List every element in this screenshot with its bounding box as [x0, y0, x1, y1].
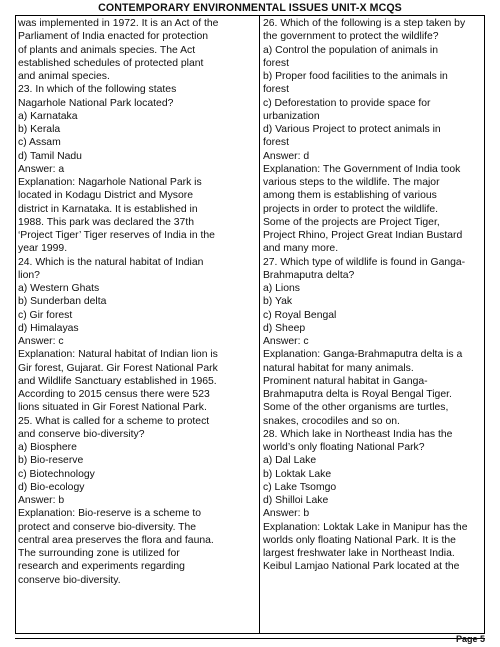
text-line: central area preserves the flora and fauna. — [18, 534, 214, 546]
text-line: c) Assam — [18, 137, 61, 149]
text-line: ‘Project Tiger’ Tiger reserves of India in the — [18, 230, 215, 241]
text-line: Project Rhino, Project Great Indian Bustard — [263, 230, 463, 241]
text-line: was implemented in 1972. It is an Act of the — [18, 18, 219, 29]
text-line: c) Lake Tsomgo — [263, 481, 337, 493]
text-line: b) Yak — [263, 296, 293, 308]
text-line: b) Kerala — [18, 124, 61, 135]
text-line: Answer: b — [18, 495, 65, 506]
text-line: the government to protect the wildlife? — [263, 31, 439, 43]
text-line: Prominent natural habitat in Ganga- — [263, 375, 428, 387]
text-line: Answer: c — [18, 336, 64, 347]
text-line: located in Kodagu District and Mysore — [18, 190, 193, 202]
text-line: Gir forest, Gujarat. Gir Forest National Park — [18, 362, 218, 374]
text-line: a) Karnataka — [18, 110, 78, 122]
text-line: of plants and animals species. The Act — [18, 44, 196, 56]
text-line: 28. Which lake in Northeast India has the — [263, 428, 453, 440]
left-column — [18, 17, 257, 587]
text-line: b) Loktak Lake — [263, 468, 332, 480]
text-line: and animal species. — [18, 71, 110, 82]
text-line: lion? — [18, 269, 40, 281]
text-line: and conserve bio-diversity? — [18, 428, 145, 440]
text-line: Answer: d — [263, 150, 310, 162]
text-line: a) Dal Lake — [263, 455, 317, 467]
text-line: Explanation: Bio-reserve is a scheme to — [18, 508, 202, 520]
text-line: Explanation: The Government of India took — [263, 163, 461, 175]
text-line: established schedules of protected plant — [18, 57, 204, 69]
text-line: Explanation: Nagarhole National Park is — [18, 177, 202, 188]
text-line: projects in order to protect the wildlife. — [263, 203, 438, 215]
column-divider — [259, 15, 260, 634]
text-line: Brahmaputra delta? — [263, 269, 355, 281]
text-line: 25. What is called for a scheme to protect — [18, 415, 210, 427]
text-line: c) Deforestation to provide space for — [263, 97, 431, 109]
text-line: a) Biosphere — [18, 442, 77, 453]
text-line: Answer: b — [263, 508, 310, 520]
text-line: worlds only floating National Park. It is the — [263, 534, 456, 546]
text-line: Explanation: Natural habitat of Indian lion is — [18, 349, 218, 361]
text-line: snakes, crocodiles and so on. — [263, 415, 400, 427]
text-line: world’s only floating National Park? — [263, 442, 425, 453]
text-line: Keibul Lamjao National Park located at the — [263, 561, 460, 573]
text-line: 24. Which is the natural habitat of Indian — [18, 256, 204, 268]
text-line: research and experiments regarding — [18, 561, 185, 573]
text-line: conserve bio-diversity. — [18, 574, 121, 586]
text-line: 23. In which of the following states — [18, 84, 177, 96]
text-line: Some of the projects are Project Tiger, — [263, 216, 440, 228]
text-line: among them is establishing of various — [263, 190, 437, 202]
page-header-title: CONTEMPORARY ENVIRONMENTAL ISSUES UNIT-X MCQS — [98, 2, 402, 14]
text-line: Answer: c — [263, 336, 309, 347]
text-line: various steps to the wildlife. The major — [263, 177, 440, 188]
text-line: d) Tamil Nadu — [18, 150, 82, 162]
text-line: 26. Which of the following is a step taken by — [263, 18, 466, 29]
text-line: d) Himalayas — [18, 322, 79, 334]
text-line: b) Sunderban delta — [18, 296, 107, 308]
text-line: largest freshwater lake in Northeast India. — [263, 548, 455, 559]
text-line: b) Proper food facilities to the animals in — [263, 71, 448, 82]
text-line: Explanation: Ganga-Brahmaputra delta is a — [263, 349, 463, 361]
text-line: d) Bio-ecology — [18, 481, 85, 493]
text-line: natural habitat for many animals. — [263, 362, 414, 374]
text-line: c) Biotechnology — [18, 468, 95, 480]
text-line: Brahmaputra delta is Royal Bengal Tiger. — [263, 389, 452, 400]
text-line: and Wildlife Sanctuary established in 1965. — [18, 375, 217, 387]
text-line: Some of the other organisms are turtles, — [263, 402, 449, 414]
text-line: The surrounding zone is utilized for — [18, 548, 180, 559]
text-line: a) Western Ghats — [18, 283, 100, 294]
text-line: Nagarhole National Park located? — [18, 97, 174, 109]
text-line: According to 2015 census there were 523 — [18, 389, 210, 400]
text-line: d) Various Project to protect animals in — [263, 124, 441, 135]
text-line: c) Gir forest — [18, 309, 73, 321]
text-line: Answer: a — [18, 163, 65, 175]
text-line: 27. Which type of wildlife is found in Ganga- — [263, 256, 466, 268]
text-line: year 1999. — [18, 243, 68, 255]
text-line: forest — [263, 84, 289, 96]
text-line: district in Karnataka. It is established in — [18, 203, 198, 215]
text-line: forest — [263, 137, 289, 149]
text-line: 1988. This park was declared the 37th — [18, 216, 194, 228]
text-line: a) Control the population of animals in — [263, 44, 439, 56]
text-line: d) Shilloi Lake — [263, 495, 329, 506]
text-line: b) Bio-reserve — [18, 455, 84, 467]
page-number: Page 5 — [455, 634, 485, 644]
text-line: and many more. — [263, 243, 339, 255]
text-line: c) Royal Bengal — [263, 309, 337, 321]
text-line: d) Sheep — [263, 322, 306, 334]
text-line: protect and conserve bio-diversity. The — [18, 521, 197, 533]
footer-rule — [15, 638, 485, 639]
text-line: a) Lions — [263, 283, 300, 294]
text-line: lions situated in Gir Forest National Park. — [18, 402, 207, 414]
right-column — [263, 17, 483, 574]
text-line: Parliament of India enacted for protection — [18, 31, 209, 43]
text-line: urbanization — [263, 110, 320, 122]
text-line: forest — [263, 57, 289, 69]
text-line: Explanation: Loktak Lake in Manipur has the — [263, 521, 468, 533]
